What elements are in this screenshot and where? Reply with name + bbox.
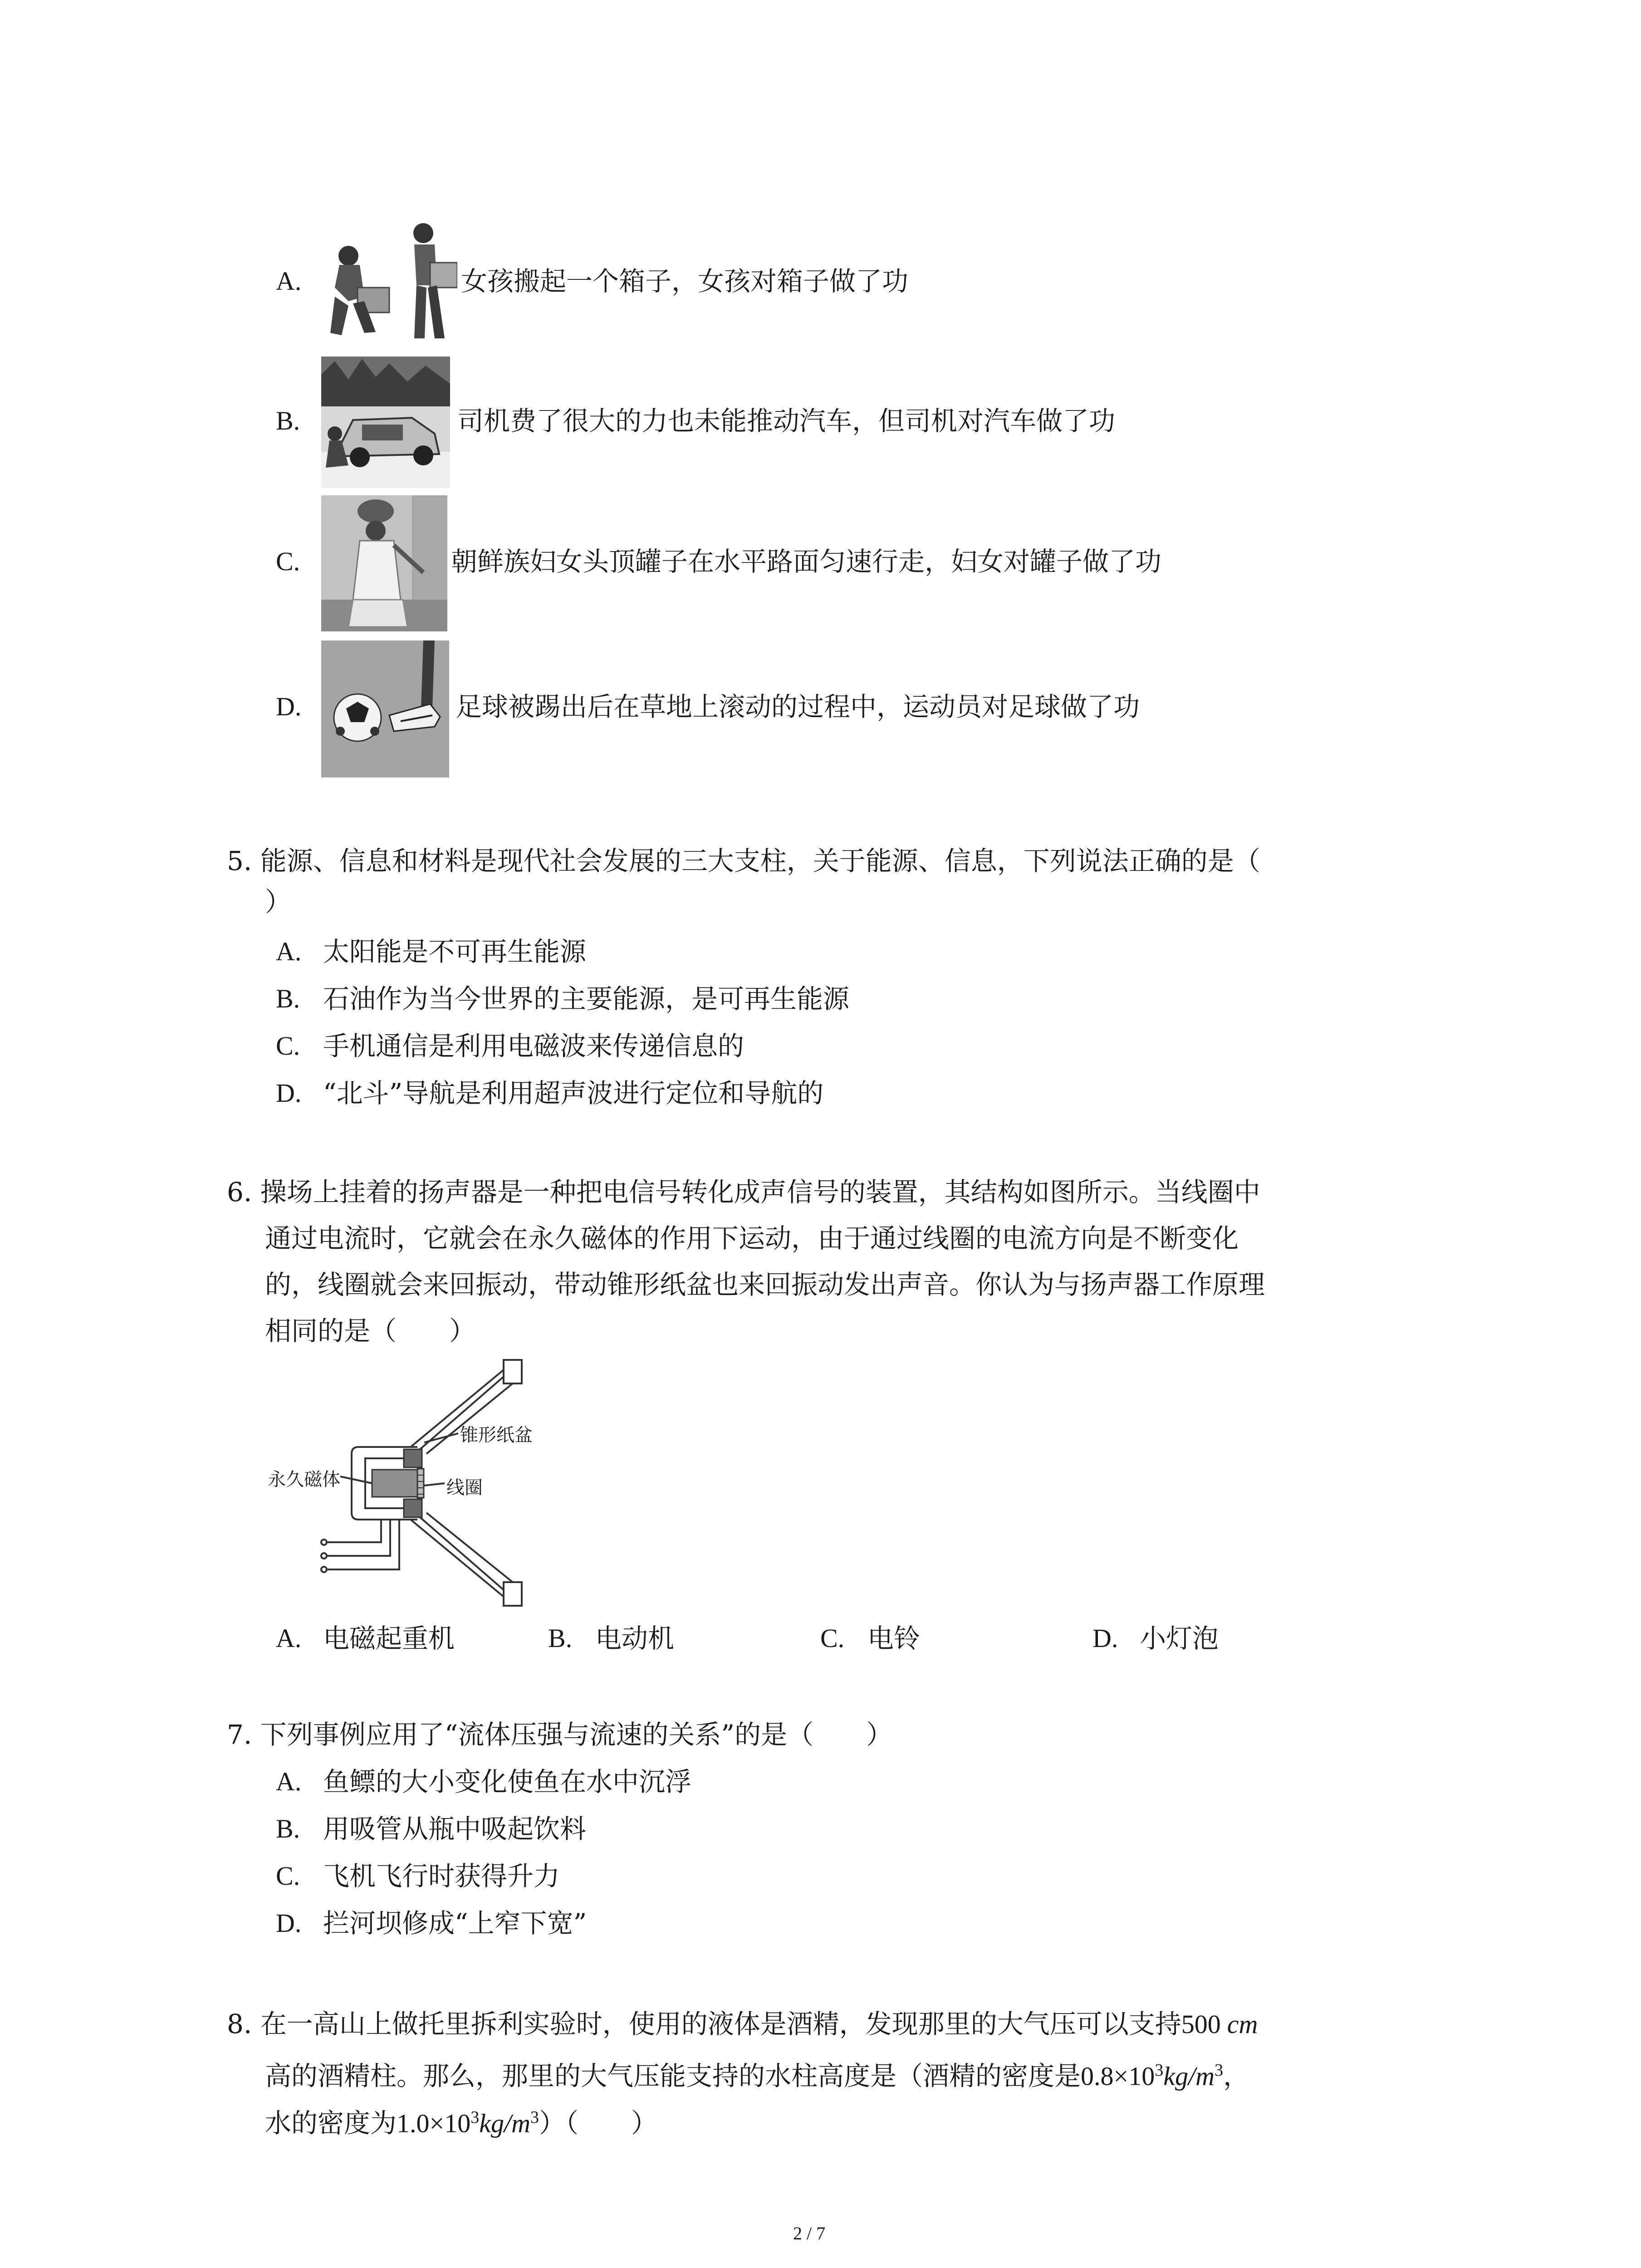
option-text: 小灯泡 [1140, 1623, 1219, 1654]
loudspeaker-diagram [268, 1356, 585, 1610]
alcohol-density-value: 0.8×10 [1081, 2061, 1155, 2091]
option-label: B. [548, 1623, 573, 1653]
question-stem-line: 的，线圈就会来回振动，带动锥形纸盆也来回振动发出声音。你认为与扬声器工作原理 [265, 1269, 1265, 1300]
option-label: B. [276, 406, 300, 435]
question-stem-continued: ） [265, 886, 292, 917]
option-label: B. [276, 1814, 300, 1843]
coil-label: 线圈 [446, 1477, 483, 1498]
option-text: 司机费了很大的力也未能推动汽车，但司机对汽车做了功 [457, 406, 1116, 436]
exponent: 3 [1214, 2061, 1223, 2080]
question-stem-line [265, 2101, 657, 2140]
option-text: 电磁起重机 [323, 1623, 455, 1654]
question-stem-line: 通过电流时，它就会在永久磁体的作用下运动，由于通过线圈的电流方向是不断变化 [265, 1223, 1239, 1254]
question-stem: 7. 下列事例应用了“流体压强与流速的关系”的是（ ） [227, 1719, 893, 1750]
density-unit: kg/m [479, 2108, 530, 2138]
kicked-football-photo [321, 640, 449, 777]
driver-pushing-car-photo [321, 357, 450, 488]
option-label: A. [276, 1767, 302, 1796]
option-label: C. [276, 547, 300, 576]
option-text: 鱼鳔的大小变化使鱼在水中沉浮 [323, 1766, 692, 1797]
option-text: 电动机 [595, 1623, 675, 1654]
option-label: A. [276, 1623, 302, 1653]
exponent: 3 [530, 2108, 539, 2127]
punctuation: ， [1223, 2060, 1249, 2092]
magnet-label: 永久磁体 [268, 1469, 340, 1490]
option-text: 用吸管从瓶中吸起饮料 [323, 1813, 587, 1844]
option-label: C. [276, 1861, 300, 1891]
option-label: D. [276, 692, 302, 721]
height-unit: cm [1227, 2009, 1258, 2039]
answer-brackets: ）（ ） [539, 2107, 657, 2139]
stem-text: 水的密度为 [265, 2107, 397, 2139]
option-text: 手机通信是利用电磁波来传递信息的 [323, 1031, 745, 1061]
question-stem-line: 6. 操场上挂着的扬声器是一种把电信号转化成声信号的装置，其结构如图所示。当线圈中 [227, 1177, 1260, 1207]
option-label: A. [276, 937, 302, 966]
stem-text: 8. 在一高山上做托里拆利实验时，使用的液体是酒精，发现那里的大气压可以支持 [227, 2009, 1181, 2039]
option-text: 太阳能是不可再生能源 [323, 936, 587, 967]
girl-lifting-box-photo [321, 220, 457, 343]
woman-carrying-jar-photo [321, 495, 447, 631]
option-text: 朝鲜族妇女头顶罐子在水平路面匀速行走，妇女对罐子做了功 [451, 546, 1162, 577]
water-density-value: 1.0×10 [397, 2108, 471, 2138]
option-label: D. [276, 1908, 302, 1938]
option-text: 拦河坝修成“上窄下宽” [323, 1908, 587, 1939]
exponent: 3 [1155, 2061, 1164, 2080]
exponent: 3 [470, 2108, 480, 2127]
option-text: 飞机飞行时获得升力 [323, 1861, 560, 1892]
option-text: “北斗”导航是利用超声波进行定位和导航的 [323, 1078, 824, 1109]
option-label: D. [1092, 1623, 1118, 1653]
option-label: A. [276, 266, 302, 296]
option-label: C. [820, 1623, 845, 1653]
option-text: 电铃 [867, 1623, 921, 1654]
question-stem-line: 相同的是（ ） [265, 1315, 476, 1346]
option-text: 女孩搬起一个箱子，女孩对箱子做了功 [461, 266, 909, 297]
density-unit: kg/m [1163, 2061, 1215, 2091]
option-text: 足球被踢出后在草地上滚动的过程中，运动员对足球做了功 [456, 691, 1140, 722]
cone-label: 锥形纸盆 [460, 1425, 533, 1446]
option-label: C. [276, 1031, 300, 1061]
question-stem-line [265, 2054, 1249, 2092]
option-label: B. [276, 984, 300, 1013]
stem-text: 高的酒精柱。那么，那里的大气压能支持的水柱高度是（酒精的密度是 [265, 2060, 1081, 2092]
question-stem-line [227, 2008, 1258, 2041]
option-label: D. [276, 1078, 302, 1108]
height-value: 500 [1181, 2009, 1221, 2039]
option-text: 石油作为当今世界的主要能源，是可再生能源 [323, 983, 850, 1014]
page-number: 2 / 7 [793, 2223, 826, 2244]
question-stem: 5. 能源、信息和材料是现代社会发展的三大支柱，关于能源、信息，下列说法正确的是（ [227, 846, 1260, 876]
